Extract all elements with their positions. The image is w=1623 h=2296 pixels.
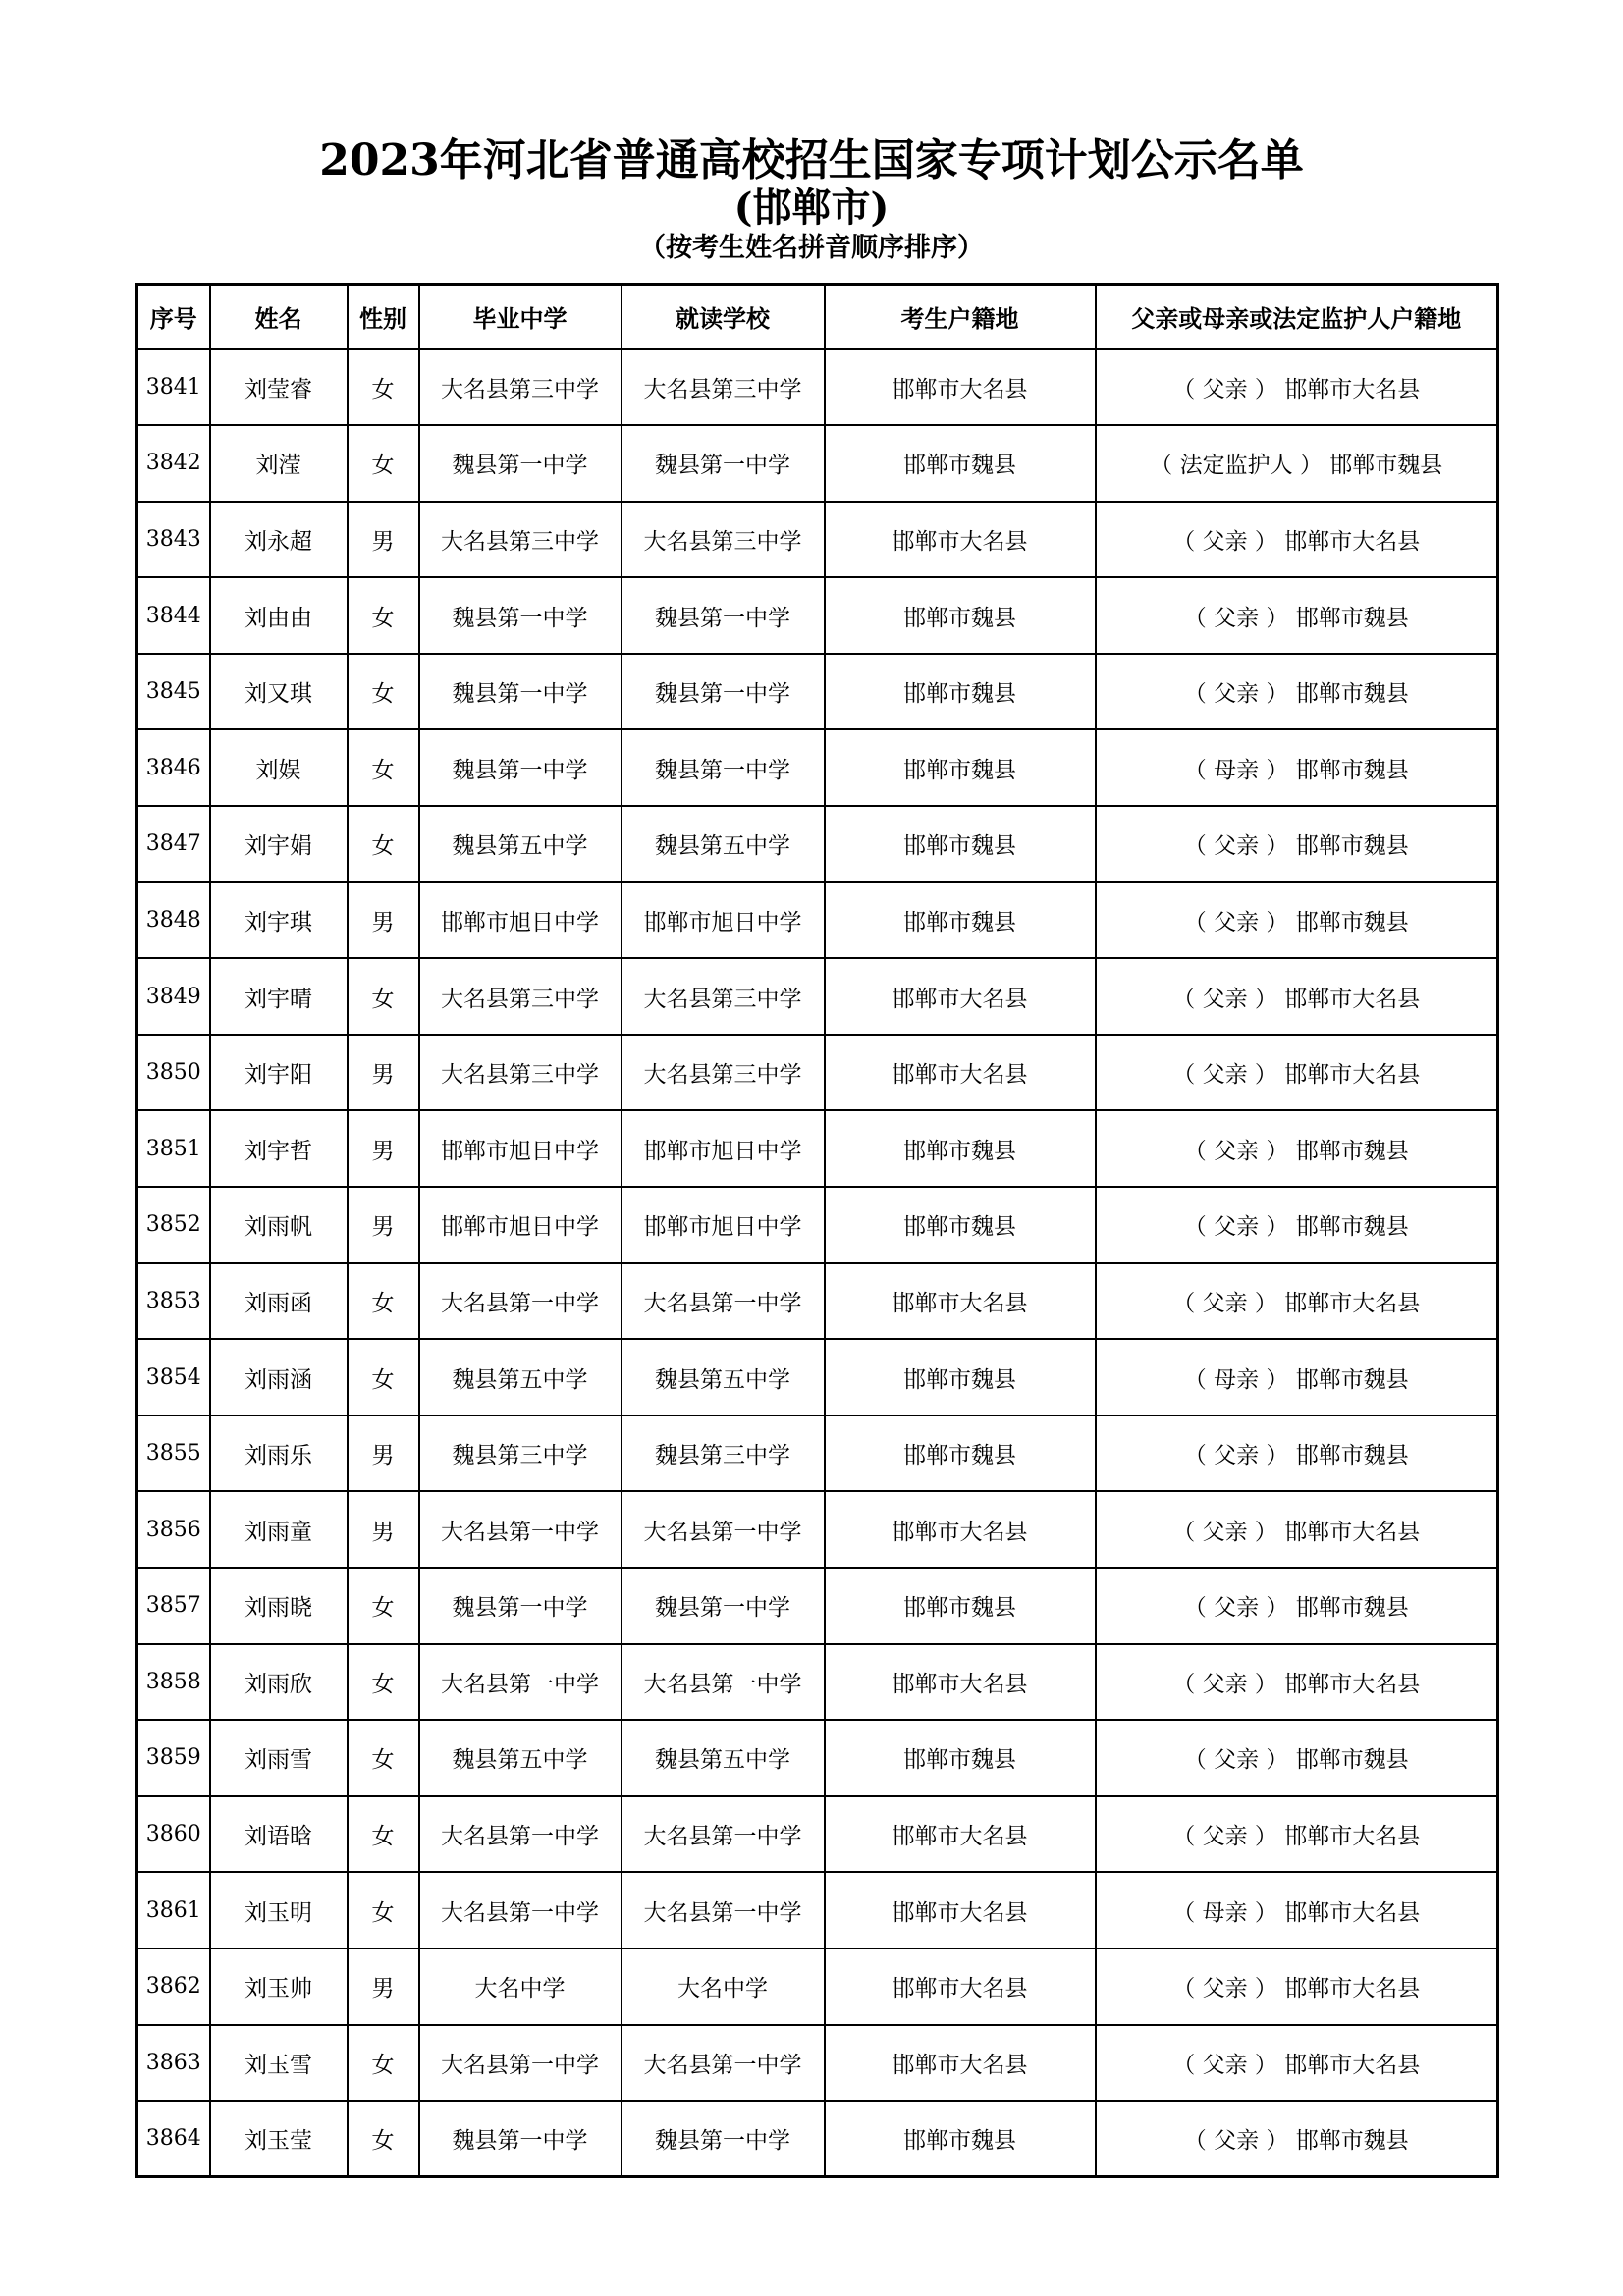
cell-household-registration: 邯郸市大名县 xyxy=(825,349,1096,426)
table-row xyxy=(137,654,1498,730)
cell-serial: 3862 xyxy=(137,1949,210,2025)
cell-serial: 3854 xyxy=(137,1339,210,1415)
cell-serial: 3846 xyxy=(137,729,210,806)
table-row xyxy=(137,1796,1498,1873)
column-header-guardian-registration: 父亲或母亲或法定监护人户籍地 xyxy=(1096,285,1498,349)
cell-guardian-registration: （ 父亲 ） 邯郸市大名县 xyxy=(1096,958,1498,1035)
cell-serial: 3857 xyxy=(137,1568,210,1644)
cell-name: 刘莹睿 xyxy=(210,349,348,426)
cell-current-school: 魏县第一中学 xyxy=(622,577,825,654)
column-header-household-registration: 考生户籍地 xyxy=(825,285,1096,349)
cell-guardian-registration: （ 父亲 ） 邯郸市魏县 xyxy=(1096,1110,1498,1187)
cell-name: 刘雨雪 xyxy=(210,1720,348,1796)
cell-serial: 3844 xyxy=(137,577,210,654)
cell-household-registration: 邯郸市魏县 xyxy=(825,806,1096,882)
table-row xyxy=(137,2101,1498,2177)
cell-guardian-registration: （ 父亲 ） 邯郸市魏县 xyxy=(1096,1568,1498,1644)
cell-gender: 男 xyxy=(348,502,419,578)
cell-graduation-school: 邯郸市旭日中学 xyxy=(419,882,622,959)
table-row xyxy=(137,502,1498,578)
cell-guardian-registration: （ 父亲 ） 邯郸市大名县 xyxy=(1096,1263,1498,1340)
cell-gender: 男 xyxy=(348,1491,419,1568)
cell-serial: 3842 xyxy=(137,425,210,502)
cell-graduation-school: 大名县第一中学 xyxy=(419,1644,622,1721)
table-row xyxy=(137,1872,1498,1949)
cell-current-school: 大名县第三中学 xyxy=(622,502,825,578)
cell-household-registration: 邯郸市魏县 xyxy=(825,1339,1096,1415)
table-row xyxy=(137,2025,1498,2102)
cell-guardian-registration: （ 母亲 ） 邯郸市魏县 xyxy=(1096,1339,1498,1415)
cell-graduation-school: 大名中学 xyxy=(419,1949,622,2025)
cell-serial: 3858 xyxy=(137,1644,210,1721)
cell-name: 刘雨乐 xyxy=(210,1415,348,1492)
cell-gender: 女 xyxy=(348,349,419,426)
cell-household-registration: 邯郸市魏县 xyxy=(825,425,1096,502)
cell-household-registration: 邯郸市大名县 xyxy=(825,1035,1096,1111)
cell-serial: 3845 xyxy=(137,654,210,730)
cell-graduation-school: 邯郸市旭日中学 xyxy=(419,1187,622,1263)
cell-gender: 女 xyxy=(348,2101,419,2177)
cell-serial: 3855 xyxy=(137,1415,210,1492)
cell-serial: 3864 xyxy=(137,2101,210,2177)
cell-name: 刘语晗 xyxy=(210,1796,348,1873)
table-row xyxy=(137,1949,1498,2025)
cell-current-school: 魏县第五中学 xyxy=(622,1339,825,1415)
cell-name: 刘又琪 xyxy=(210,654,348,730)
cell-guardian-registration: （ 父亲 ） 邯郸市大名县 xyxy=(1096,2025,1498,2102)
cell-household-registration: 邯郸市魏县 xyxy=(825,1187,1096,1263)
cell-gender: 女 xyxy=(348,1644,419,1721)
page-title: 2023年河北省普通高校招生国家专项计划公示名单 xyxy=(319,135,1304,186)
cell-gender: 女 xyxy=(348,1720,419,1796)
table-row xyxy=(137,577,1498,654)
cell-guardian-registration: （ 父亲 ） 邯郸市魏县 xyxy=(1096,1720,1498,1796)
cell-graduation-school: 魏县第一中学 xyxy=(419,654,622,730)
cell-name: 刘宇哲 xyxy=(210,1110,348,1187)
table-row xyxy=(137,349,1498,426)
cell-serial: 3850 xyxy=(137,1035,210,1111)
table-row xyxy=(137,1415,1498,1492)
cell-gender: 女 xyxy=(348,1872,419,1949)
table-row xyxy=(137,806,1498,882)
cell-guardian-registration: （ 父亲 ） 邯郸市大名县 xyxy=(1096,502,1498,578)
cell-guardian-registration: （ 父亲 ） 邯郸市魏县 xyxy=(1096,577,1498,654)
table-row xyxy=(137,882,1498,959)
cell-current-school: 大名中学 xyxy=(622,1949,825,2025)
cell-serial: 3847 xyxy=(137,806,210,882)
table-row xyxy=(137,1263,1498,1340)
cell-graduation-school: 魏县第五中学 xyxy=(419,806,622,882)
table-row xyxy=(137,1491,1498,1568)
cell-gender: 男 xyxy=(348,1187,419,1263)
cell-current-school: 大名县第三中学 xyxy=(622,1035,825,1111)
cell-graduation-school: 魏县第五中学 xyxy=(419,1339,622,1415)
cell-name: 刘玉明 xyxy=(210,1872,348,1949)
cell-gender: 女 xyxy=(348,1263,419,1340)
cell-guardian-registration: （ 父亲 ） 邯郸市魏县 xyxy=(1096,2101,1498,2177)
table-row xyxy=(137,729,1498,806)
cell-gender: 女 xyxy=(348,1568,419,1644)
cell-graduation-school: 魏县第一中学 xyxy=(419,425,622,502)
cell-current-school: 魏县第一中学 xyxy=(622,654,825,730)
cell-name: 刘雨晓 xyxy=(210,1568,348,1644)
table-row xyxy=(137,1110,1498,1187)
cell-name: 刘雨童 xyxy=(210,1491,348,1568)
cell-gender: 女 xyxy=(348,2025,419,2102)
cell-name: 刘宇阳 xyxy=(210,1035,348,1111)
cell-graduation-school: 大名县第三中学 xyxy=(419,349,622,426)
cell-graduation-school: 大名县第一中学 xyxy=(419,1263,622,1340)
cell-guardian-registration: （ 母亲 ） 邯郸市魏县 xyxy=(1096,729,1498,806)
cell-current-school: 大名县第三中学 xyxy=(622,958,825,1035)
cell-serial: 3856 xyxy=(137,1491,210,1568)
cell-current-school: 大名县第一中学 xyxy=(622,2025,825,2102)
table-row xyxy=(137,1187,1498,1263)
cell-household-registration: 邯郸市魏县 xyxy=(825,1568,1096,1644)
cell-name: 刘由由 xyxy=(210,577,348,654)
table-header-row xyxy=(137,285,1498,349)
cell-guardian-registration: （ 父亲 ） 邯郸市大名县 xyxy=(1096,1644,1498,1721)
cell-household-registration: 邯郸市大名县 xyxy=(825,502,1096,578)
cell-guardian-registration: （ 父亲 ） 邯郸市魏县 xyxy=(1096,1415,1498,1492)
cell-current-school: 邯郸市旭日中学 xyxy=(622,1110,825,1187)
cell-serial: 3841 xyxy=(137,349,210,426)
column-header-serial: 序号 xyxy=(137,285,210,349)
cell-serial: 3848 xyxy=(137,882,210,959)
cell-gender: 男 xyxy=(348,1949,419,2025)
cell-gender: 男 xyxy=(348,1035,419,1111)
table-row xyxy=(137,1035,1498,1111)
cell-guardian-registration: （ 母亲 ） 邯郸市大名县 xyxy=(1096,1872,1498,1949)
cell-household-registration: 邯郸市魏县 xyxy=(825,1110,1096,1187)
cell-guardian-registration: （ 父亲 ） 邯郸市魏县 xyxy=(1096,654,1498,730)
cell-household-registration: 邯郸市魏县 xyxy=(825,1415,1096,1492)
cell-household-registration: 邯郸市大名县 xyxy=(825,958,1096,1035)
cell-name: 刘娱 xyxy=(210,729,348,806)
cell-household-registration: 邯郸市大名县 xyxy=(825,2025,1096,2102)
cell-name: 刘雨函 xyxy=(210,1263,348,1340)
cell-gender: 女 xyxy=(348,729,419,806)
cell-guardian-registration: （ 父亲 ） 邯郸市大名县 xyxy=(1096,1949,1498,2025)
cell-graduation-school: 大名县第一中学 xyxy=(419,2025,622,2102)
cell-gender: 男 xyxy=(348,882,419,959)
column-header-graduation-school: 毕业中学 xyxy=(419,285,622,349)
cell-gender: 女 xyxy=(348,806,419,882)
table-row xyxy=(137,1568,1498,1644)
cell-name: 刘宇娟 xyxy=(210,806,348,882)
cell-guardian-registration: （ 父亲 ） 邯郸市魏县 xyxy=(1096,1187,1498,1263)
column-header-name: 姓名 xyxy=(210,285,348,349)
cell-graduation-school: 魏县第五中学 xyxy=(419,1720,622,1796)
cell-household-registration: 邯郸市大名县 xyxy=(825,1796,1096,1873)
cell-name: 刘玉雪 xyxy=(210,2025,348,2102)
cell-guardian-registration: （ 法定监护人 ） 邯郸市魏县 xyxy=(1096,425,1498,502)
cell-graduation-school: 魏县第一中学 xyxy=(419,2101,622,2177)
cell-guardian-registration: （ 父亲 ） 邯郸市大名县 xyxy=(1096,1796,1498,1873)
cell-graduation-school: 大名县第一中学 xyxy=(419,1491,622,1568)
cell-graduation-school: 大名县第三中学 xyxy=(419,502,622,578)
cell-household-registration: 邯郸市魏县 xyxy=(825,729,1096,806)
cell-graduation-school: 大名县第三中学 xyxy=(419,1035,622,1111)
cell-graduation-school: 魏县第一中学 xyxy=(419,577,622,654)
cell-name: 刘玉帅 xyxy=(210,1949,348,2025)
cell-household-registration: 邯郸市魏县 xyxy=(825,882,1096,959)
cell-graduation-school: 魏县第一中学 xyxy=(419,1568,622,1644)
sort-note: （按考生姓名拼音顺序排序） xyxy=(639,233,984,263)
cell-guardian-registration: （ 父亲 ） 邯郸市大名县 xyxy=(1096,1491,1498,1568)
table-row xyxy=(137,1720,1498,1796)
cell-serial: 3852 xyxy=(137,1187,210,1263)
cell-graduation-school: 大名县第一中学 xyxy=(419,1796,622,1873)
cell-guardian-registration: （ 父亲 ） 邯郸市大名县 xyxy=(1096,349,1498,426)
cell-name: 刘雨欣 xyxy=(210,1644,348,1721)
cell-current-school: 邯郸市旭日中学 xyxy=(622,882,825,959)
cell-household-registration: 邯郸市大名县 xyxy=(825,1491,1096,1568)
cell-current-school: 魏县第三中学 xyxy=(622,1415,825,1492)
cell-gender: 女 xyxy=(348,425,419,502)
cell-current-school: 大名县第一中学 xyxy=(622,1491,825,1568)
city-subtitle: (邯郸市) xyxy=(733,185,890,231)
cell-gender: 女 xyxy=(348,654,419,730)
cell-serial: 3849 xyxy=(137,958,210,1035)
table-row xyxy=(137,958,1498,1035)
cell-graduation-school: 邯郸市旭日中学 xyxy=(419,1110,622,1187)
cell-name: 刘玉莹 xyxy=(210,2101,348,2177)
roster-table xyxy=(135,283,1499,2178)
cell-guardian-registration: （ 父亲 ） 邯郸市大名县 xyxy=(1096,1035,1498,1111)
cell-name: 刘雨涵 xyxy=(210,1339,348,1415)
cell-serial: 3851 xyxy=(137,1110,210,1187)
cell-current-school: 魏县第五中学 xyxy=(622,1720,825,1796)
cell-household-registration: 邯郸市魏县 xyxy=(825,654,1096,730)
cell-current-school: 魏县第一中学 xyxy=(622,729,825,806)
cell-gender: 女 xyxy=(348,958,419,1035)
cell-household-registration: 邯郸市大名县 xyxy=(825,1949,1096,2025)
cell-gender: 男 xyxy=(348,1415,419,1492)
cell-current-school: 邯郸市旭日中学 xyxy=(622,1187,825,1263)
cell-household-registration: 邯郸市大名县 xyxy=(825,1263,1096,1340)
cell-name: 刘雨帆 xyxy=(210,1187,348,1263)
cell-current-school: 魏县第五中学 xyxy=(622,806,825,882)
cell-serial: 3853 xyxy=(137,1263,210,1340)
cell-serial: 3861 xyxy=(137,1872,210,1949)
cell-current-school: 魏县第一中学 xyxy=(622,425,825,502)
cell-household-registration: 邯郸市魏县 xyxy=(825,577,1096,654)
cell-guardian-registration: （ 父亲 ） 邯郸市魏县 xyxy=(1096,882,1498,959)
table-row xyxy=(137,425,1498,502)
cell-name: 刘宇琪 xyxy=(210,882,348,959)
cell-current-school: 魏县第一中学 xyxy=(622,1568,825,1644)
cell-current-school: 大名县第三中学 xyxy=(622,349,825,426)
cell-gender: 女 xyxy=(348,1339,419,1415)
cell-name: 刘宇晴 xyxy=(210,958,348,1035)
cell-serial: 3863 xyxy=(137,2025,210,2102)
cell-household-registration: 邯郸市大名县 xyxy=(825,1872,1096,1949)
column-header-current-school: 就读学校 xyxy=(622,285,825,349)
cell-current-school: 魏县第一中学 xyxy=(622,2101,825,2177)
cell-graduation-school: 魏县第一中学 xyxy=(419,729,622,806)
cell-gender: 女 xyxy=(348,577,419,654)
cell-current-school: 大名县第一中学 xyxy=(622,1644,825,1721)
cell-name: 刘滢 xyxy=(210,425,348,502)
cell-current-school: 大名县第一中学 xyxy=(622,1796,825,1873)
cell-household-registration: 邯郸市大名县 xyxy=(825,1644,1096,1721)
table-row xyxy=(137,1339,1498,1415)
column-header-gender: 性别 xyxy=(348,285,419,349)
cell-serial: 3860 xyxy=(137,1796,210,1873)
cell-current-school: 大名县第一中学 xyxy=(622,1263,825,1340)
table-row xyxy=(137,1644,1498,1721)
cell-graduation-school: 大名县第三中学 xyxy=(419,958,622,1035)
cell-gender: 女 xyxy=(348,1796,419,1873)
cell-guardian-registration: （ 父亲 ） 邯郸市魏县 xyxy=(1096,806,1498,882)
cell-gender: 男 xyxy=(348,1110,419,1187)
cell-current-school: 大名县第一中学 xyxy=(622,1872,825,1949)
cell-serial: 3859 xyxy=(137,1720,210,1796)
cell-graduation-school: 大名县第一中学 xyxy=(419,1872,622,1949)
cell-graduation-school: 魏县第三中学 xyxy=(419,1415,622,1492)
cell-household-registration: 邯郸市魏县 xyxy=(825,1720,1096,1796)
cell-serial: 3843 xyxy=(137,502,210,578)
cell-name: 刘永超 xyxy=(210,502,348,578)
cell-household-registration: 邯郸市魏县 xyxy=(825,2101,1096,2177)
